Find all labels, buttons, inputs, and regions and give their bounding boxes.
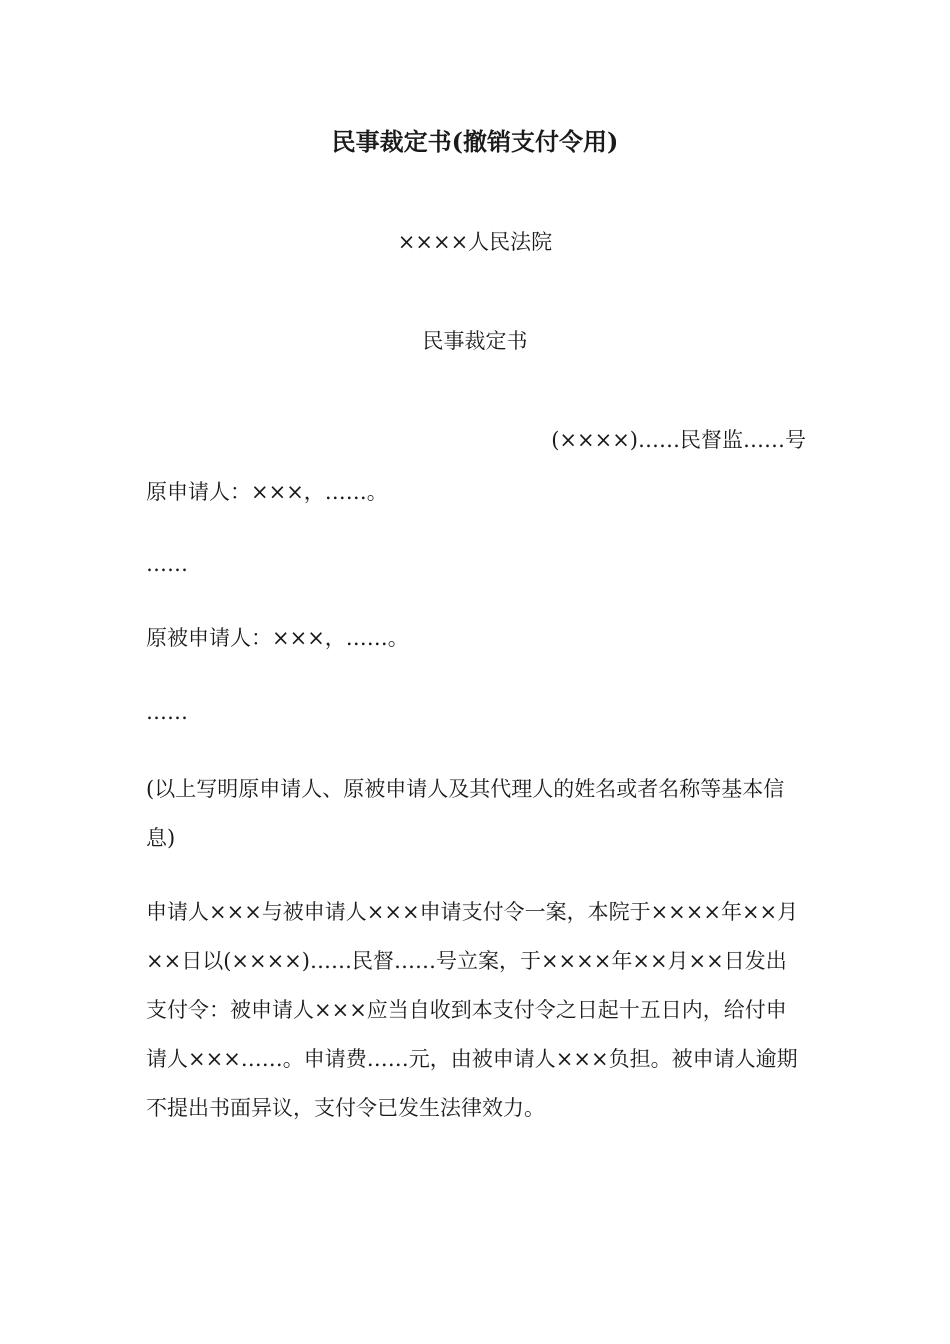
case-number: (××××)……民督监……号 bbox=[551, 428, 806, 452]
applicant-ellipsis: …… bbox=[146, 552, 188, 576]
original-respondent-line: 原被申请人：×××，……。 bbox=[146, 626, 409, 650]
respondent-ellipsis: …… bbox=[146, 700, 188, 724]
court-name: ××××人民法院 bbox=[397, 230, 553, 254]
document-title: 民事裁定书(撤销支付令用) bbox=[331, 127, 619, 156]
original-applicant-line: 原申请人：×××，……。 bbox=[146, 480, 388, 504]
case-facts-paragraph: 申请人×××与被申请人×××申请支付令一案，本院于××××年××月××日以(××××)……民督……号立案，于××××年××月××日发出支付令：被申请人×××应当自收到本支付令之日起十五日内，给付申请人×××……。申请费……元，由被申请人×××负担。被申请人逾期不提出书面异议，支付令已发生法律效力。 bbox=[146, 900, 799, 1120]
document-type-heading: 民事裁定书 bbox=[422, 329, 528, 353]
parties-note-paragraph: (以上写明原申请人、原被申请人及其代理人的姓名或者名称等基本信息) bbox=[146, 777, 785, 850]
